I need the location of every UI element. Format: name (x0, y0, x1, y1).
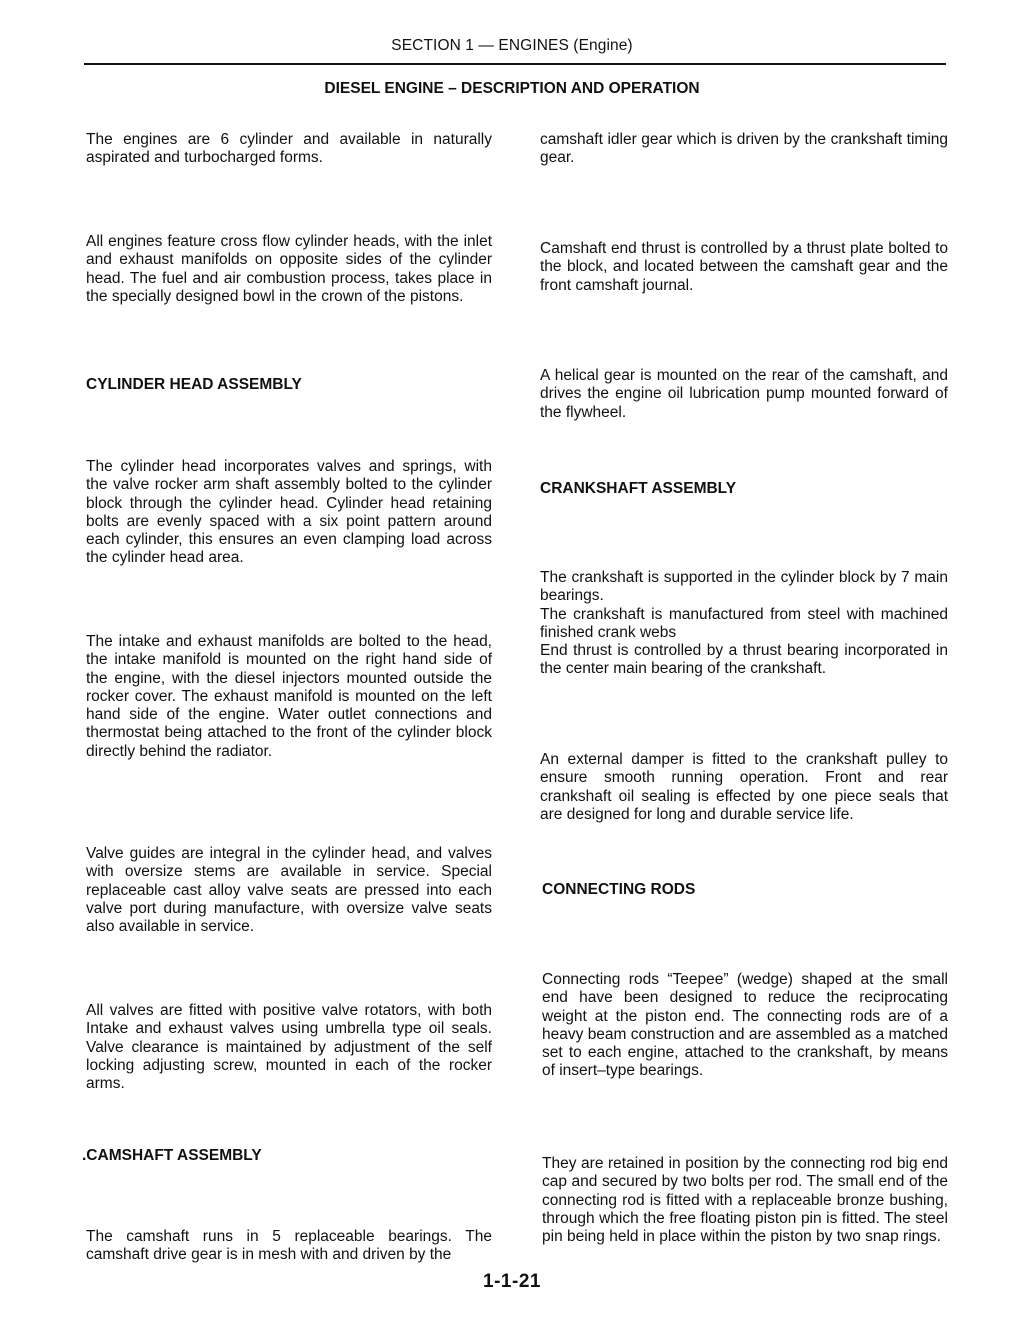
cylinder-head-paragraph-1: The cylinder head incorporates valves and springs, with the valve rocker arm shaft assembly bolted to the cylinder block through the cylinder head. Cylinder head retaining bolts are evenly spaced with a six point pattern around each cylinder, this ensures an even clamping load across the cylinder head area. (86, 458, 492, 567)
page-number: 1-1-21 (483, 1271, 541, 1292)
crankshaft-heading: CRANKSHAFT ASSEMBLY (540, 480, 737, 497)
crankshaft-line-3: End thrust is controlled by a thrust bearing incorporated in the center main bearing of the crankshaft. (540, 642, 948, 678)
section-header: SECTION 1 — ENGINES (Engine) (391, 37, 633, 54)
connecting-rods-paragraph-2: They are retained in position by the connecting rod big end cap and secured by two bolts per rod. The small end of the connecting rod is fitted with a replaceable bronze bushing, through which the free floating piston pin is fitted. The steel pin being held in place within the piston by two snap rings. (542, 1155, 948, 1246)
crankshaft-paragraph-2: An external damper is fitted to the crankshaft pulley to ensure smooth running operation. Front and rear crankshaft oil sealing is effected by one piece seals that are designed for long and durable service life. (540, 751, 948, 823)
header-rule (84, 63, 946, 65)
camshaft-continued-paragraph: camshaft idler gear which is driven by the crankshaft timing gear. (540, 131, 948, 167)
cross-flow-paragraph: All engines feature cross flow cylinder heads, with the inlet and exhaust manifolds on opposite sides of the cylinder head. The fuel and air combustion process, takes place in the specially designed bowl in the crown of the pistons. (86, 233, 492, 305)
crankshaft-line-1: The crankshaft is supported in the cylinder block by 7 main bearings. (540, 569, 948, 605)
connecting-rods-paragraph-1: Connecting rods “Teepee” (wedge) shaped at the small end have been designed to reduce the reciprocating weight at the piston end. The connecting rods are of a heavy beam construction and are assembled as a matched set to each engine, attached to the crankshaft, by means of insert–type bearings. (542, 971, 948, 1080)
camshaft-paragraph-2: Camshaft end thrust is controlled by a thrust plate bolted to the block, and located between the camshaft gear and the front camshaft journal. (540, 240, 948, 294)
camshaft-paragraph-3: A helical gear is mounted on the rear of the camshaft, and drives the engine oil lubrication pump mounted forward of the flywheel. (540, 367, 948, 421)
cylinder-head-heading: CYLINDER HEAD ASSEMBLY (86, 376, 302, 393)
camshaft-heading: .CAMSHAFT ASSEMBLY (82, 1147, 262, 1164)
cylinder-head-paragraph-4: All valves are fitted with positive valve rotators, with both Intake and exhaust valves using umbrella type oil seals. Valve clearance is maintained by adjustment of the self locking adjusting screw, mounted in each of the rocker arms. (86, 1002, 492, 1093)
intro-paragraph: The engines are 6 cylinder and available in naturally aspirated and turbocharged forms. (86, 131, 492, 167)
cylinder-head-paragraph-3: Valve guides are integral in the cylinder head, and valves with oversize stems are available in service. Special replaceable cast alloy valve seats are pressed into each valve port during manufacture, with oversize valve seats also available in service. (86, 845, 492, 936)
crankshaft-paragraph-1 (540, 569, 948, 679)
cylinder-head-paragraph-2: The intake and exhaust manifolds are bolted to the head, the intake manifold is mounted on the right hand side of the engine, with the diesel injectors mounted outside the rocker cover. The exhaust manifold is mounted on the left hand side of the engine. Water outlet connections and thermostat being attached to the front of the cylinder block directly behind the radiator. (86, 633, 492, 760)
crankshaft-line-2: The crankshaft is manufactured from steel with machined finished crank webs (540, 605, 948, 641)
camshaft-paragraph-1: The camshaft runs in 5 replaceable bearings. The camshaft drive gear is in mesh with and driven by the (86, 1228, 492, 1264)
connecting-rods-heading: CONNECTING RODS (542, 881, 696, 898)
page-title: DIESEL ENGINE – DESCRIPTION AND OPERATION (324, 80, 700, 97)
